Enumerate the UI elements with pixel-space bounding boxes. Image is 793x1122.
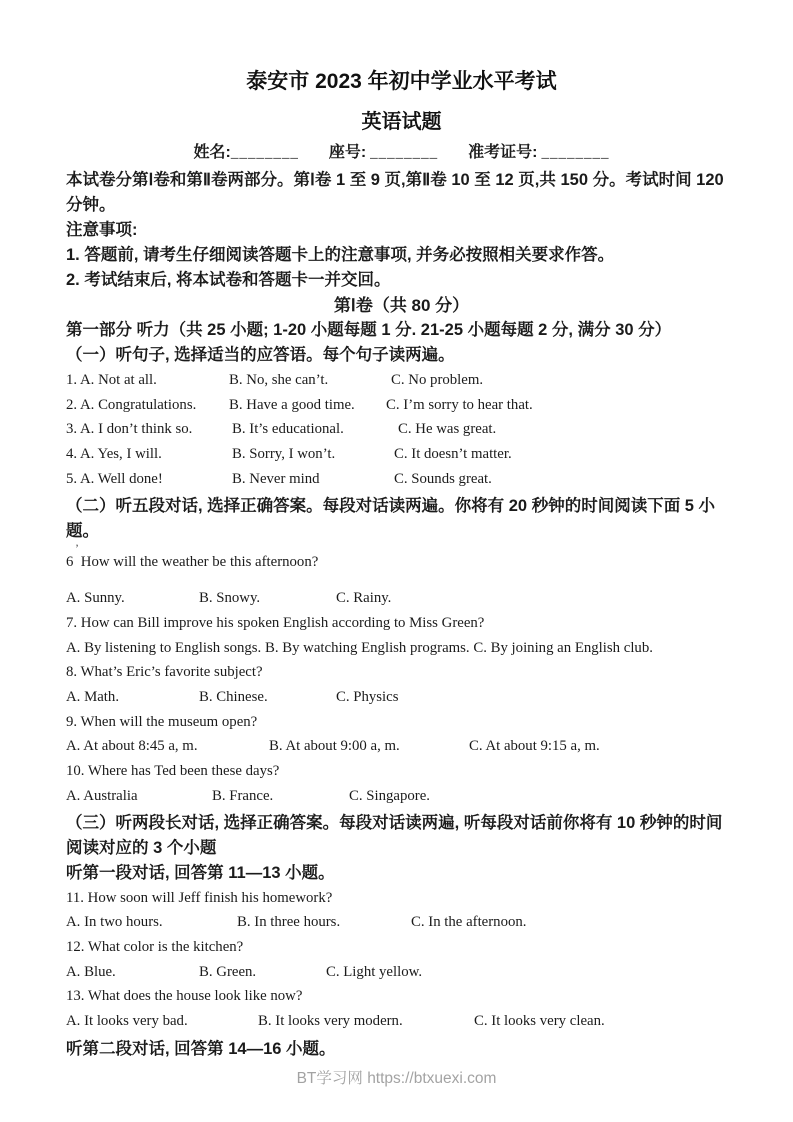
ticket-field-blank: ________	[541, 145, 610, 161]
q5-option-b: B. Never mind	[232, 470, 320, 487]
q2-option-b: B. Have a good time.	[229, 396, 355, 413]
q8-options-row	[66, 685, 737, 710]
part-1-listening-header: 第一部分 听力（共 25 小题; 1-20 小题每题 1 分. 21-25 小题每题 2 分, 满分 30 分）	[66, 321, 672, 339]
q13-option-b: B. It looks very modern.	[258, 1013, 403, 1030]
q8-stem: 8. What’s Eric’s favorite subject?	[66, 664, 263, 681]
q8-option-a: A. Math.	[66, 689, 120, 706]
q6-option-b: B. Snowy.	[199, 590, 261, 607]
q3-options-row	[66, 417, 737, 442]
q1-option-a: 1. A. Not at all.	[66, 372, 157, 388]
q11-option-a: A. In two hours.	[66, 914, 163, 931]
q5-options-row	[66, 467, 737, 492]
q12-option-a: A. Blue.	[66, 963, 116, 980]
section-1-header: （一）听句子, 选择适当的应答语。每个句子读两遍。	[66, 346, 455, 364]
q6-option-c: C. Rainy.	[336, 590, 392, 607]
q8-option-c: C. Physics	[336, 689, 399, 706]
q4-option-b: B. Sorry, I won’t.	[232, 446, 336, 463]
q8-option-b: B. Chinese.	[199, 689, 268, 706]
seat-field-blank: ________	[370, 145, 439, 161]
q13-option-c: C. It looks very clean.	[474, 1013, 605, 1030]
exam-intro-line-2: 分钟。	[66, 196, 116, 214]
q11-options-row	[66, 910, 737, 935]
q10-stem: 10. Where has Ted been these days?	[66, 763, 280, 780]
exam-title: 泰安市 2023 年初中学业水平考试	[246, 70, 557, 93]
q1-option-c: C. No problem.	[391, 372, 484, 388]
notice-item-2: 2. 考试结束后, 将本试卷和答题卡一并交回。	[66, 271, 391, 289]
q4-option-a: 4. A. Yes, I will.	[66, 446, 162, 463]
exam-subtitle: 英语试题	[361, 111, 442, 133]
ticket-field-label: 准考证号:	[468, 144, 538, 161]
section-3-header-line-2: 阅读对应的 3 个小题	[66, 838, 217, 857]
q3-option-c: C. He was great.	[398, 421, 497, 438]
q4-option-c: C. It doesn’t matter.	[394, 446, 512, 463]
seat-field-label: 座号:	[328, 144, 367, 161]
q11-option-b: B. In three hours.	[237, 914, 341, 931]
q13-option-a: A. It looks very bad.	[66, 1013, 188, 1030]
notice-item-1: 1. 答题前, 请考生仔细阅读答题卡上的注意事项, 并务必按照相关要求作答。	[66, 246, 615, 264]
exam-intro	[66, 168, 737, 218]
q13-stem: 13. What does the house look like now?	[66, 988, 303, 1005]
q3-option-b: B. It’s educational.	[232, 421, 344, 438]
q6-options-row	[66, 586, 737, 611]
name-field-label: 姓名:	[193, 144, 231, 161]
exam-intro-line-1: 本试卷分第Ⅰ卷和第Ⅱ卷两部分。第Ⅰ卷 1 至 9 页,第Ⅱ卷 10 至 12 页,共 150 分。考试时间 120	[66, 171, 724, 189]
notice-title: 注意事项:	[66, 221, 138, 239]
section-2-header: （二）听五段对话, 选择正确答案。每段对话读两遍。你将有 20 秒钟的时间阅读下面 5 小题。	[66, 496, 716, 540]
q3-option-a: 3. A. I don’t think so.	[66, 421, 193, 438]
q2-options-row	[66, 393, 737, 418]
q7-stem: 7. How can Bill improve his spoken English according to Miss Green?	[66, 614, 485, 631]
q1-options-row	[66, 368, 737, 393]
name-field-blank: ________	[230, 145, 299, 161]
q12-stem: 12. What color is the kitchen?	[66, 938, 244, 955]
q1-option-b: B. No, she can’t.	[229, 372, 329, 388]
seat-field	[329, 142, 438, 164]
q10-option-b: B. France.	[212, 787, 274, 804]
q2-option-a: 2. A. Congratulations.	[66, 396, 197, 413]
q12-option-c: C. Light yellow.	[326, 963, 423, 980]
q11-stem: 11. How soon will Jeff finish his homework?	[66, 889, 333, 906]
q5-option-a: 5. A. Well done!	[66, 470, 163, 487]
q2-option-c: C. I’m sorry to hear that.	[386, 396, 533, 413]
q9-option-b: B. At about 9:00 a, m.	[269, 738, 400, 755]
q5-option-c: C. Sounds great.	[394, 470, 492, 487]
q4-options-row	[66, 442, 737, 467]
q9-option-a: A. At about 8:45 a, m.	[66, 738, 198, 755]
dialog-1-header: 听第一段对话, 回答第 11—13 小题。	[66, 863, 335, 882]
q9-stem: 9. When will the museum open?	[66, 713, 258, 730]
q10-options-row	[66, 784, 737, 809]
name-field	[193, 142, 298, 164]
q13-options-row	[66, 1009, 737, 1034]
ticket-field	[468, 142, 609, 164]
student-info-row	[66, 142, 737, 164]
q9-option-c: C. At about 9:15 a, m.	[469, 738, 600, 755]
q12-options-row	[66, 960, 737, 985]
q9-options-row	[66, 734, 737, 759]
q12-option-b: B. Green.	[199, 963, 257, 980]
dialog-2-header: 听第二段对话, 回答第 14—16 小题。	[66, 1039, 336, 1058]
q11-option-c: C. In the afternoon.	[411, 914, 527, 931]
section-3-header-line-1: （三）听两段长对话, 选择正确答案。每段对话读两遍, 听每段对话前你将有 10 秒钟的时间	[66, 813, 723, 832]
q6-option-a: A. Sunny.	[66, 590, 125, 607]
q10-option-c: C. Singapore.	[349, 787, 430, 804]
watermark-footer: BT学习网 https://btxuexi.com	[296, 1070, 497, 1087]
q10-option-a: A. Australia	[66, 787, 138, 804]
scan-artifact-mark: ’	[75, 541, 79, 555]
volume-1-header: 第Ⅰ卷（共 80 分）	[333, 296, 470, 315]
q6-stem: 6 How will the weather be this afternoon?	[66, 553, 319, 570]
q7-options-line: A. By listening to English songs. B. By watching English programs. C. By joining an English club.	[66, 639, 653, 656]
